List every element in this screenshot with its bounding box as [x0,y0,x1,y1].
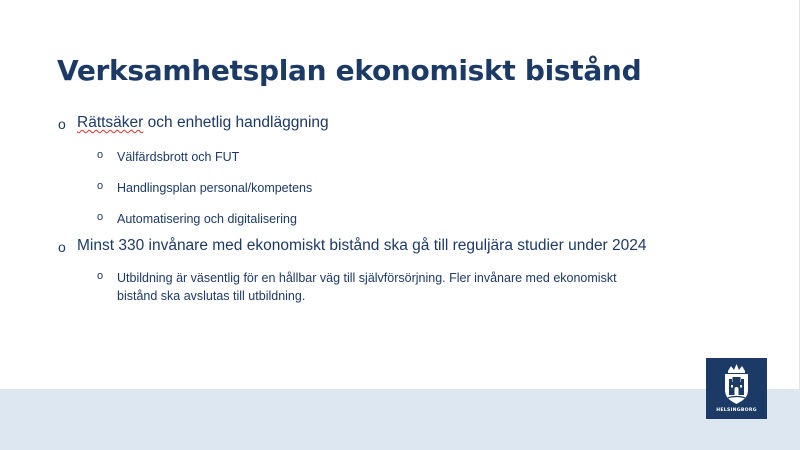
bullet-marker: o [97,149,104,161]
bullet-text: Välfärdsbrott och FUT [117,150,240,164]
bullet-text: Automatisering och digitalisering [117,212,297,226]
bullet-text: Handlingsplan personal/kompetens [117,181,313,195]
footer-band [0,389,800,450]
bullet-marker: o [97,180,104,192]
bullet-text-rest: och enhetlig handläggning [143,114,329,131]
bullet-text [117,269,617,305]
bullet-text [77,114,329,132]
bullet-marker: o [97,270,104,282]
helsingborg-logo [706,358,767,419]
bullet-marker: o [97,211,104,223]
logo-wordmark: HELSINGBORG [716,408,757,413]
bullet-text-line-1: Utbildning är väsentlig för en hållbar väg till självförsörjning. Fler invånare med ekonomiskt [117,271,617,285]
bullet-marker: o [58,116,66,132]
bullet-text-line-2: bistånd ska avslutas till utbildning. [117,289,306,303]
slide-title: Verksamhetsplan ekonomiskt bistånd [57,54,642,87]
bullet-marker: o [58,239,66,255]
bullet-text: Minst 330 invånare med ekonomiskt bistånd ska gå till reguljära studier under 2024 [77,237,647,254]
spellcheck-word: Rättsäker [77,114,144,131]
